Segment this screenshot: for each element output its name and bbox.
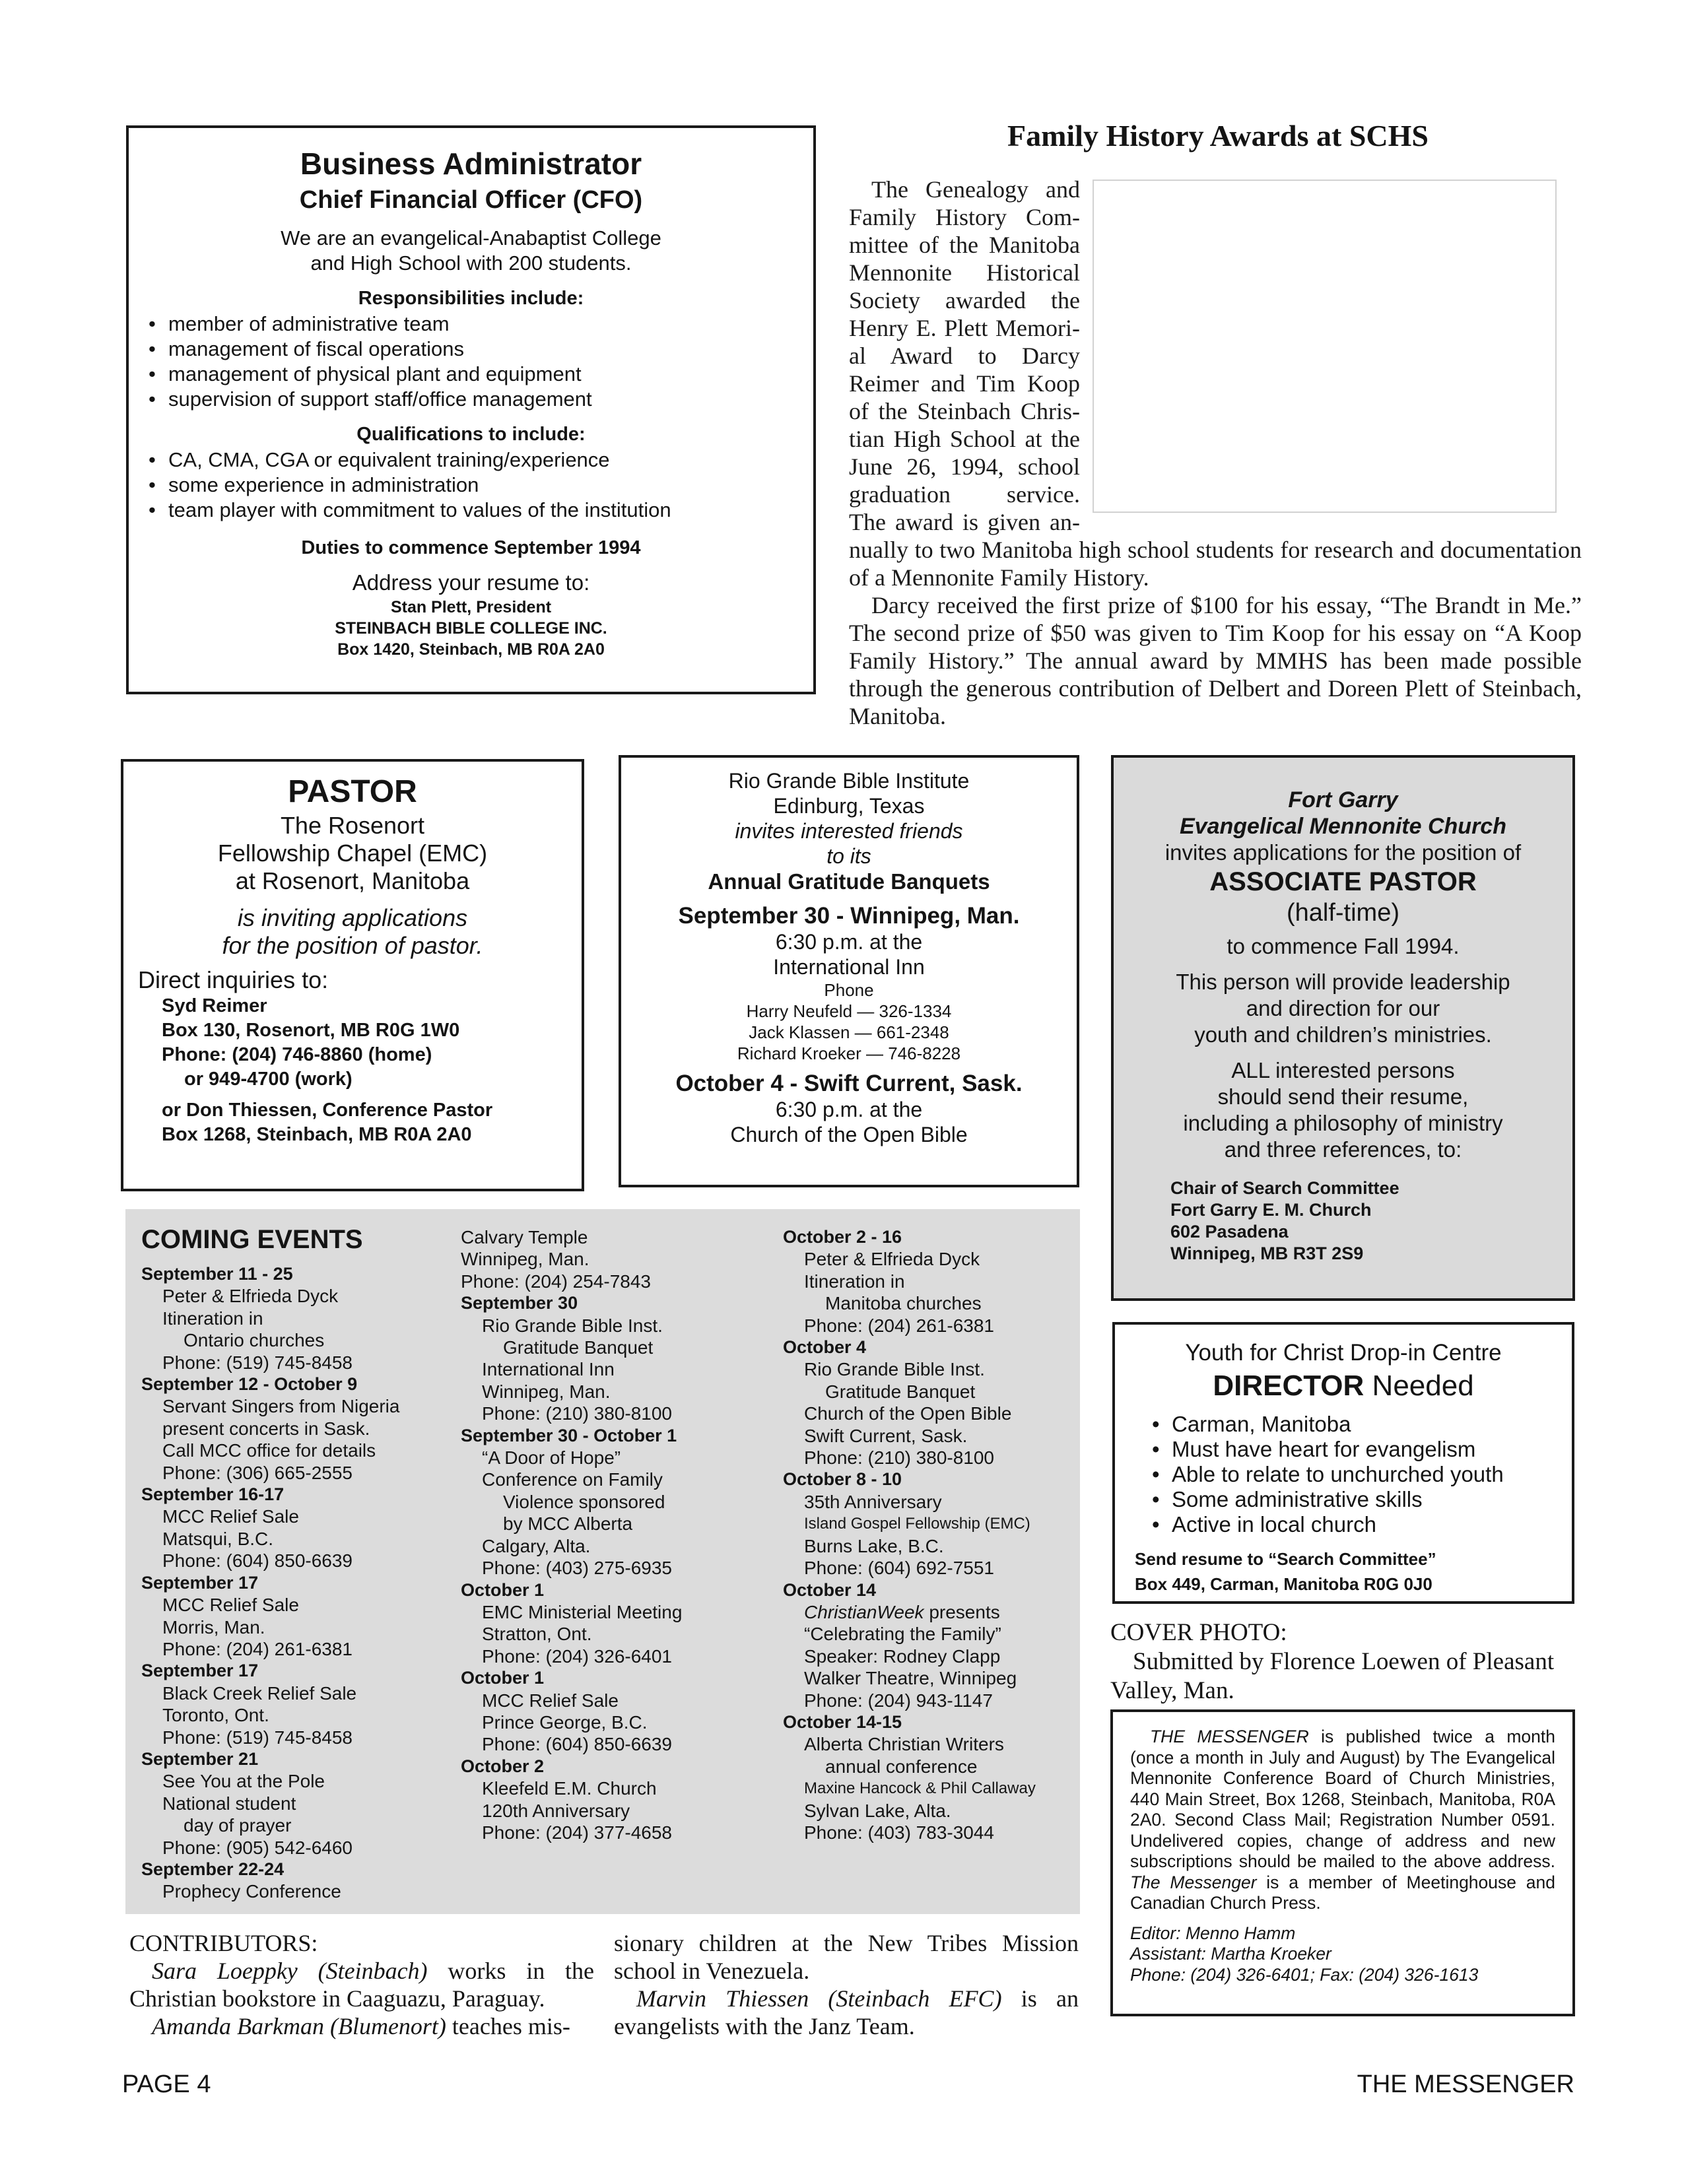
article-line: of the Steinbach Chris- [849, 398, 1080, 424]
event-detail: “Celebrating the Family” [804, 1624, 1001, 1645]
article-wrapped-lines [849, 176, 1080, 536]
event-title: Annual Gratitude Banquets [708, 869, 990, 894]
contributor-entry: Sara Loeppky (Steinbach) works in the Christian bookstore in Caaguazu, Paraguay. [129, 1958, 594, 2012]
list-item: • CA, CMA, CGA or equivalent training/experience [145, 447, 797, 473]
ad-desc-line: This person will provide leadership [1176, 970, 1510, 994]
event-detail: National student [162, 1793, 296, 1814]
event-detail: Phone: (306) 665-2555 [162, 1462, 353, 1483]
event-detail: 35th Anniversary [804, 1491, 942, 1512]
article-line: June 26, 1994, school [849, 453, 1080, 480]
ad-title: PASTOR [288, 774, 417, 809]
contributor-entry: Marvin Thiessen (Steinbach EFC) is an evangelists with the Janz Team. [614, 1985, 1079, 2039]
event-date: October 2 [461, 1756, 545, 1776]
events-column-3 [783, 1226, 1073, 1843]
list-item: • Carman, Manitoba [1148, 1412, 1552, 1437]
event-detail: 120th Anniversary [482, 1800, 630, 1821]
staff-line: Phone: (204) 326-6401; Fax: (204) 326-1613 [1130, 1964, 1479, 1985]
events-column-2 [461, 1226, 764, 1843]
event-detail: Phone: (210) 380-8100 [482, 1403, 672, 1424]
article-line: mittee of the Manitoba [849, 232, 1080, 258]
contact-line: Phone: (204) 746-8860 (home) [162, 1044, 432, 1065]
cfo-job-ad [126, 125, 816, 694]
qualifications-heading: Qualifications to include: [356, 424, 586, 445]
masthead-body: is published twice a month (once a month in July and August) by The Evangelical Mennonite Conference Board of Church Ministries, 440 Main Street, Box 1268, Steinbach, Manitoba, R0A 2A0. Second Class Mail; Registration Number 0591. Undelivered copies, change of address and new subscriptions should be mailed to the above address. [1130, 1727, 1556, 1871]
event-detail: Phone: (604) 850-6639 [162, 1550, 353, 1572]
event-detail: Phone: (204) 326-6401 [482, 1645, 672, 1667]
ad-position-needed: Needed [1364, 1370, 1474, 1402]
ad-direct-inquiries: Direct inquiries to: [138, 966, 329, 993]
article-line: al Award to Darcy [849, 343, 1080, 369]
address-line: Box 1420, Steinbach, MB R0A 2A0 [337, 640, 605, 659]
staff-line: Editor: Menno Hamm [1130, 1923, 1296, 1943]
article-line: Reimer and Tim Koop [849, 370, 1080, 397]
event-detail: Phone: (204) 377-4658 [482, 1822, 672, 1843]
event-detail: Phone: (204) 261-6381 [162, 1638, 353, 1659]
cover-photo-heading: COVER PHOTO: [1110, 1619, 1287, 1646]
event-detail: Servant Singers from Nigeria [162, 1396, 400, 1417]
messenger-masthead-box [1110, 1709, 1575, 2016]
contributor-entry: Amanda Barkman (Blumenort) teaches mis- [152, 2013, 570, 2039]
address-line: STEINBACH BIBLE COLLEGE INC. [335, 619, 607, 638]
responsibilities-heading: Responsibilities include: [358, 288, 584, 309]
article-body [849, 176, 1582, 730]
contact-line: Box 1268, Steinbach, MB R0A 2A0 [162, 1124, 472, 1145]
youth-for-christ-job-ad [1112, 1322, 1574, 1604]
article-line: The Genealogy and [871, 176, 1080, 203]
event-detail: Phone: (204) 261-6381 [804, 1315, 994, 1336]
contact-line: Box 130, Rosenort, MB R0G 1W0 [162, 1020, 460, 1041]
article-line: The award is given an- [849, 509, 1080, 535]
event-detail: Church of the Open Bible [804, 1403, 1012, 1424]
event-detail: Sylvan Lake, Alta. [804, 1800, 951, 1821]
event-date: October 14 [783, 1579, 877, 1600]
pastor-job-ad [121, 759, 584, 1191]
contributors-column-2 [614, 1929, 1079, 2040]
send-resume-line: Send resume to “Search Committee” [1135, 1549, 1436, 1569]
event-detail: annual conference [825, 1756, 978, 1777]
event-detail: Phone: (519) 745-8458 [162, 1352, 353, 1373]
event-detail: Alberta Christian Writers [804, 1734, 1004, 1755]
ad-send-line: should send their resume, [1217, 1084, 1469, 1109]
article-line: Family History Com- [849, 204, 1080, 230]
contact-line: or 949-4700 (work) [184, 1069, 353, 1090]
event-detail: See You at the Pole [162, 1771, 325, 1792]
event-detail: Manitoba churches [825, 1293, 982, 1314]
ad-invite-line: invites applications for the position of [1164, 840, 1522, 865]
masthead-member: is a member of Meetinghouse and Canadian Church Press. [1130, 1872, 1555, 1913]
publication-name: THE MESSENGER [1150, 1727, 1309, 1746]
rio-grande-banquet-ad [619, 755, 1079, 1187]
event-detail: Peter & Elfrieda Dyck [162, 1286, 339, 1307]
event-detail: Island Gospel Fellowship (EMC) [804, 1515, 1030, 1533]
event-detail: Walker Theatre, Winnipeg [804, 1668, 1017, 1689]
duties-start: Duties to commence September 1994 [301, 537, 641, 558]
ad-start: to commence Fall 1994. [1227, 934, 1460, 958]
event-detail: Gratitude Banquet [503, 1337, 654, 1358]
address-line: Winnipeg, MB R3T 2S9 [1170, 1243, 1364, 1263]
list-item: • Must have heart for evangelism [1148, 1437, 1552, 1462]
event-detail: Phone: (604) 692-7551 [804, 1558, 994, 1579]
contributors-column-1 [129, 1929, 594, 2040]
event-date: October 14-15 [783, 1711, 902, 1732]
event-detail: Rio Grande Bible Inst. [804, 1359, 985, 1380]
event-detail: Stratton, Ont. [482, 1624, 592, 1645]
responsibilities-list [145, 312, 797, 412]
event-detail: Peter & Elfrieda Dyck [804, 1249, 980, 1270]
event-detail: Phone: (403) 275-6935 [482, 1558, 672, 1579]
ad-position-title: DIRECTOR [1213, 1370, 1364, 1402]
event-date: September 30 [461, 1293, 578, 1313]
ad-intro-line: We are an evangelical-Anabaptist College [281, 226, 661, 249]
event-detail: Winnipeg, Man. [482, 1381, 611, 1402]
article-line: tian High School at the [849, 426, 1080, 452]
ad-org-line: Fellowship Chapel (EMC) [217, 840, 488, 867]
event-detail: Phone: (905) 542-6460 [162, 1837, 353, 1858]
event-detail: Black Creek Relief Sale [162, 1682, 357, 1704]
send-resume-line: Box 449, Carman, Manitoba R0G 0J0 [1135, 1574, 1432, 1594]
masthead-text [1130, 1727, 1555, 1914]
publication-name: The Messenger [1130, 1872, 1257, 1892]
ad-org-line: Fort Garry [1288, 787, 1398, 812]
event-detail: present concerts in Sask. [162, 1418, 370, 1439]
page-number: PAGE 4 [122, 2070, 211, 2098]
phone-line: Harry Neufeld — 326-1334 [746, 1001, 952, 1021]
event-detail: Morris, Man. [162, 1616, 265, 1638]
event-detail: Gratitude Banquet [825, 1381, 976, 1402]
event-date: October 1 [461, 1668, 545, 1688]
contributor-entry-continued: sionary children at the New Tribes Mission school in Venezuela. [614, 1930, 1079, 1984]
event-date: September 16-17 [141, 1484, 285, 1505]
event-detail: Burns Lake, B.C. [804, 1535, 944, 1556]
qualifications-list [145, 447, 797, 523]
event-detail: Itineration in [162, 1307, 263, 1329]
event-detail: Conference on Family [482, 1469, 663, 1490]
event-date: October 4 - Swift Current, Sask. [675, 1071, 1023, 1096]
ad-org-line: Edinburg, Texas [773, 794, 925, 818]
event-detail: Kleefeld E.M. Church [482, 1778, 657, 1799]
ad-send-line: including a philosophy of ministry [1183, 1111, 1503, 1135]
ad-title: Business Administrator [300, 147, 642, 181]
address-line: Fort Garry E. M. Church [1170, 1200, 1372, 1220]
events-column-1 [141, 1263, 419, 1903]
event-detail: MCC Relief Sale [162, 1506, 299, 1527]
event-detail: Toronto, Ont. [162, 1705, 269, 1726]
address-line: 602 Pasadena [1170, 1222, 1289, 1241]
article-line: Mennonite Historical [849, 259, 1080, 286]
ad-subtitle: Chief Financial Officer (CFO) [299, 186, 643, 214]
list-item: • supervision of support staff/office management [145, 387, 797, 412]
event-date: September 30 - October 1 [461, 1425, 677, 1445]
event-detail: Swift Current, Sask. [804, 1425, 968, 1446]
event-date: September 30 - Winnipeg, Man. [678, 903, 1020, 929]
phone-line: Jack Klassen — 661-2348 [749, 1022, 949, 1042]
contributors-heading: CONTRIBUTORS: [129, 1930, 318, 1956]
ad-invite-line: to its [826, 844, 871, 868]
contact-line: Syd Reimer [162, 995, 267, 1016]
event-detail: “A Door of Hope” [482, 1447, 621, 1469]
event-date: October 1 [461, 1579, 545, 1600]
event-detail: Phone: (403) 783-3044 [804, 1822, 994, 1843]
event-detail: Call MCC office for details [162, 1440, 376, 1461]
event-detail: Speaker: Rodney Clapp [804, 1645, 1001, 1667]
event-detail: ChristianWeek presents [804, 1601, 1000, 1622]
ad-invite-line: is inviting applications [237, 904, 468, 931]
event-detail: Itineration in [804, 1271, 905, 1292]
event-date: September 11 - 25 [141, 1264, 293, 1284]
ad-invite-line: for the position of pastor. [222, 932, 483, 959]
event-detail: International Inn [482, 1359, 615, 1380]
ad-send-line: and three references, to: [1224, 1137, 1462, 1162]
ad-send-line: ALL interested persons [1231, 1058, 1455, 1082]
fort-garry-job-ad [1111, 755, 1575, 1301]
address-intro: Address your resume to: [352, 570, 590, 595]
event-detail: MCC Relief Sale [162, 1595, 299, 1616]
ad-desc-line: and direction for our [1246, 996, 1440, 1020]
event-date: September 22-24 [141, 1859, 285, 1879]
event-date: September 17 [141, 1572, 259, 1593]
ad-desc-line: youth and children’s ministries. [1194, 1022, 1492, 1047]
list-item: • member of administrative team [145, 312, 797, 337]
event-detail: Calvary Temple [461, 1227, 588, 1247]
event-detail: EMC Ministerial Meeting [482, 1601, 683, 1622]
event-date: October 8 - 10 [783, 1469, 902, 1490]
event-detail: Winnipeg, Man. [461, 1249, 589, 1270]
list-item: • some experience in administration [145, 473, 797, 498]
event-detail: Prophecy Conference [162, 1881, 341, 1902]
requirements-list [1135, 1412, 1552, 1537]
article-paragraph: nually to two Manitoba high school students for research and documentation of a Mennonite Family History. [849, 537, 1582, 591]
event-date: September 21 [141, 1748, 259, 1769]
staff-line: Assistant: Martha Kroeker [1130, 1944, 1331, 1964]
event-detail: Maxine Hancock & Phil Callaway [804, 1779, 1036, 1798]
ad-intro-line: and High School with 200 students. [310, 251, 632, 275]
ad-org-line: Evangelical Mennonite Church [1180, 814, 1506, 839]
article-line: Society awarded the [849, 287, 1080, 314]
cover-photo-text: Submitted by Florence Loewen of Pleasant Valley, Man. [1110, 1648, 1555, 1704]
article-title: Family History Awards at SCHS [1007, 119, 1429, 152]
list-item: • management of fiscal operations [145, 337, 797, 362]
event-detail: 6:30 p.m. at the [775, 1098, 923, 1121]
cover-photo-credit [1110, 1618, 1576, 1705]
ad-org-line: Rio Grande Bible Institute [728, 769, 970, 793]
event-detail: Matsqui, B.C. [162, 1528, 274, 1549]
event-detail: Phone: (204) 254-7843 [461, 1271, 651, 1292]
list-item: • Active in local church [1148, 1512, 1552, 1537]
ad-position [1135, 1368, 1552, 1404]
ad-org-line: at Rosenort, Manitoba [235, 867, 470, 894]
list-item: • management of physical plant and equipment [145, 362, 797, 387]
list-item: • team player with commitment to values of the institution [145, 498, 797, 523]
ad-invite-line: invites interested friends [735, 819, 963, 843]
event-detail: MCC Relief Sale [482, 1690, 619, 1711]
event-detail: Phone: (604) 850-6639 [482, 1734, 672, 1755]
event-detail: Prince George, B.C. [482, 1711, 648, 1733]
address-line: Stan Plett, President [390, 598, 552, 616]
list-item: • Able to relate to unchurched youth [1148, 1462, 1552, 1487]
event-detail: International Inn [773, 955, 925, 979]
article-line: graduation service. [849, 481, 1080, 508]
event-detail: Phone: (519) 745-8458 [162, 1727, 353, 1748]
event-detail: Rio Grande Bible Inst. [482, 1315, 663, 1336]
ad-org-line: Youth for Christ Drop-in Centre [1185, 1340, 1502, 1366]
event-detail: Phone: (210) 380-8100 [804, 1447, 994, 1469]
event-date: October 2 - 16 [783, 1227, 902, 1247]
event-detail: Phone: (204) 943-1147 [804, 1690, 993, 1711]
list-item: • Some administrative skills [1148, 1487, 1552, 1512]
article-line: Henry E. Plett Memori- [849, 315, 1080, 341]
event-detail: Church of the Open Bible [730, 1123, 968, 1146]
event-detail: Violence sponsored [503, 1491, 665, 1512]
events-title: COMING EVENTS [141, 1225, 363, 1254]
event-detail: Calgary, Alta. [482, 1535, 591, 1556]
event-detail: day of prayer [184, 1815, 292, 1836]
ad-org-line: The Rosenort [280, 812, 425, 839]
address-line: Chair of Search Committee [1170, 1178, 1399, 1198]
phone-line: Richard Kroeker — 746-8228 [737, 1043, 961, 1063]
event-date: September 12 - October 9 [141, 1374, 358, 1395]
phone-label: Phone [824, 980, 874, 1000]
contact-line: or Don Thiessen, Conference Pastor [162, 1100, 493, 1121]
event-detail: Ontario churches [184, 1330, 325, 1351]
article-paragraph: Darcy received the first prize of $100 for his essay, “The Brandt in Me.” The second prize of $50 was given to Tim Koop for his essay on “A Koop Family History.” The annual award by MMHS has been made possible through the generous contribution of Delbert and Doreen Plett of Steinbach, Manitoba. [849, 592, 1582, 729]
ad-position: ASSOCIATE PASTOR [1209, 867, 1477, 896]
publication-name-footer: THE MESSENGER [1357, 2070, 1574, 2098]
event-date: September 17 [141, 1661, 259, 1681]
event-detail: 6:30 p.m. at the [775, 930, 923, 954]
event-detail: by MCC Alberta [503, 1513, 633, 1535]
event-date: October 4 [783, 1337, 867, 1358]
coming-events-section [125, 1209, 1080, 1914]
ad-halftime: (half-time) [1286, 899, 1400, 927]
